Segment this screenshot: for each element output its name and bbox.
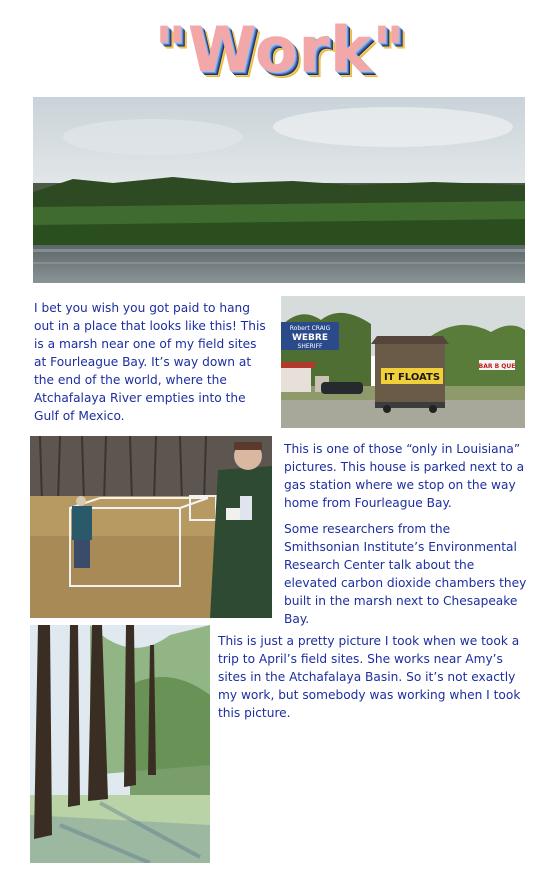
sign-line-2: WEBRE: [291, 333, 329, 343]
researchers-caption: Some researchers from the Smithsonian Institute’s Environmental Research Center talk about the elevated carbon dioxide chambers they built in the marsh next to Chesapeake Bay.: [284, 522, 527, 626]
cypress-caption: This is just a pretty picture I took when we took a trip to April’s field sites. She works near Amy’s sites in the Atchafalaya Basin. So it’s not exactly my work, but somebody was working when I took this picture.: [218, 634, 521, 720]
floating-house-photo-icon: [281, 296, 525, 428]
house-researchers-caption: [284, 440, 528, 628]
sign-line-3: SHERIFF: [297, 343, 323, 350]
page-title: "Work": [154, 13, 406, 86]
marsh-caption: I bet you wish you got paid to hang out in a place that looks like this! This is a marsh near one of my field sites at Fourleague Bay. It’s way down at the end of the world, where the Atchafalaya River empties into the Gulf of Mexico.: [34, 301, 266, 423]
it-floats-sign: IT FLOATS: [383, 372, 441, 383]
marsh-photo: [33, 97, 525, 283]
cypress-swamp-photo-icon: [30, 625, 210, 863]
sign-line-1: Robert CRAIG: [289, 325, 331, 332]
researchers-photo: [30, 436, 272, 618]
bbq-sign: BAR B QUE: [478, 363, 516, 370]
research-chambers-photo-icon: [30, 436, 272, 618]
house-caption: This is one of those “only in Louisiana” pictures. This house is parked next to a gas station where we stop on the way home from Fourleague Bay.: [284, 442, 525, 510]
house-photo: [281, 296, 525, 428]
marsh-landscape-photo-icon: [33, 97, 525, 283]
cypress-photo: [30, 625, 210, 863]
